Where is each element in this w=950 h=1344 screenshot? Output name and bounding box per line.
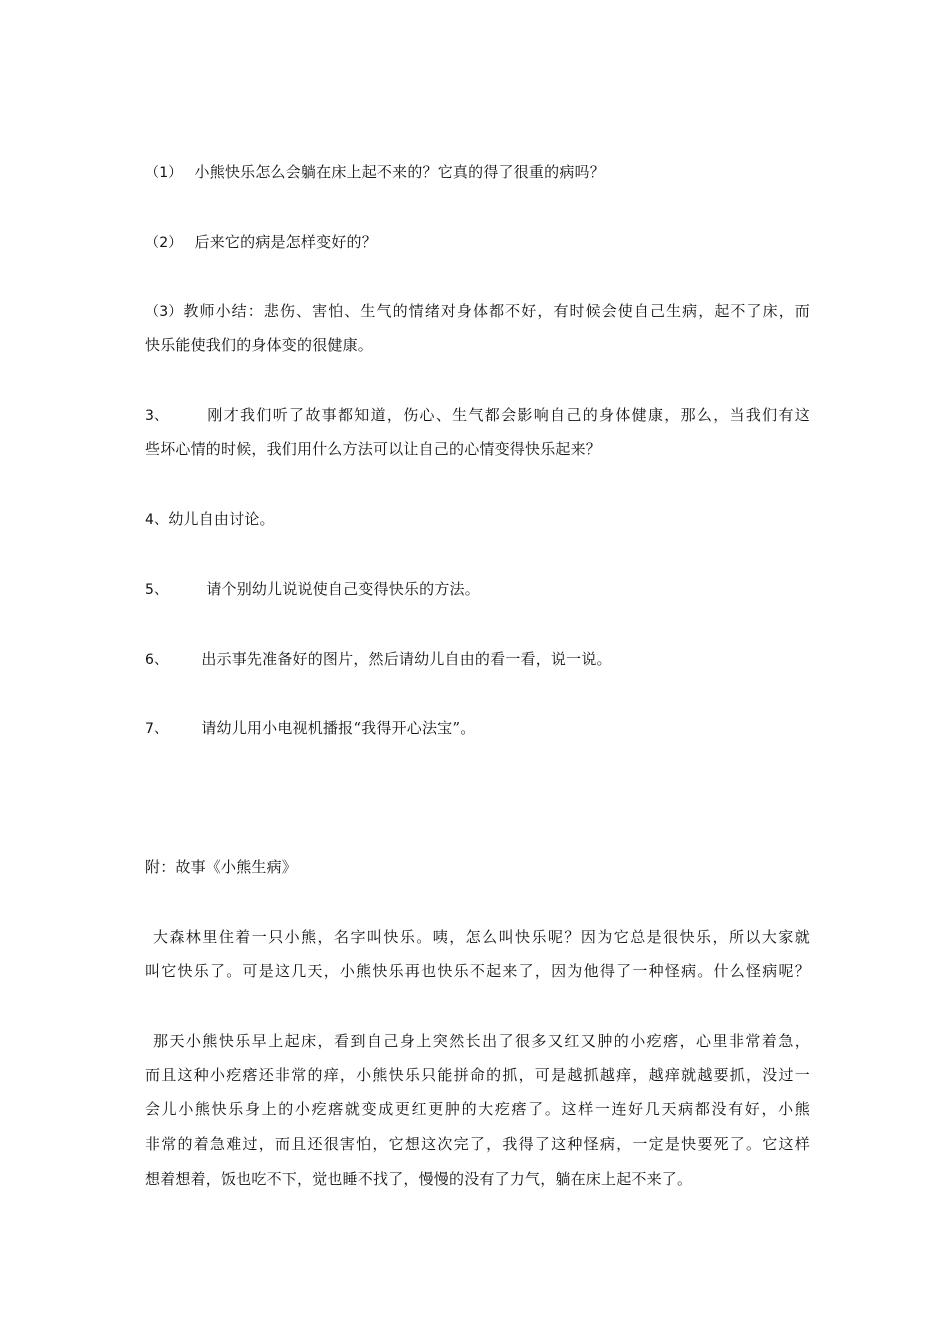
story-p1-text-2: 叫它快乐了。可是这几天，小熊快乐再也快乐不起来了，因为他得了一种怪病。什么怪病呢？ <box>145 962 810 980</box>
story-paragraph-2-line-2 <box>145 1058 810 1092</box>
story-p2-text-1: 那天小熊快乐早上起床，看到自己身上突然长出了很多又红又肿的小疙瘩，心里非常着急， <box>153 1032 810 1050</box>
question-2 <box>145 225 810 260</box>
step-7-text: 请幼儿用小电视机播报“我得开心法宝”。 <box>201 719 476 737</box>
story-p2-text-2: 而且这种小疙瘩还非常的痒，小熊快乐只能拼命的抓，可是越抓越痒，越痒就越要抓，没过一 <box>145 1066 810 1084</box>
step-4-number: 4、 <box>145 512 169 528</box>
step-6 <box>145 642 810 677</box>
step-3-text-2: 些坏心情的时候，我们用什么方法可以让自己的心情变得快乐起来？ <box>145 440 602 458</box>
story-p2-text-3: 会儿小熊快乐身上的小疙瘩就变成更红更肿的大疙瘩了。这样一连好几天病都没有好，小熊 <box>145 1100 810 1118</box>
step-7 <box>145 711 810 746</box>
step-3-text-1: 刚才我们听了故事都知道，伤心、生气都会影响自己的身体健康，那么，当我们有这 <box>206 406 810 424</box>
summary-text-2: 快乐能使我们的身体变的很健康。 <box>145 336 374 354</box>
appendix-title-text: 附：故事《小熊生病》 <box>145 858 298 876</box>
story-paragraph-1-line-2 <box>145 954 810 988</box>
story-p2-text-5: 想着想着，饭也吃不下，觉也睡不找了，慢慢的没有了力气，躺在床上起不来了。 <box>145 1170 693 1188</box>
step-5-number: 5、 <box>145 582 169 598</box>
question-1-number: （1） <box>145 165 183 181</box>
question-1-text: 小熊快乐怎么会躺在床上起不来的？它真的得了很重的病吗？ <box>194 163 605 181</box>
story-paragraph-2-line-1 <box>145 1024 810 1058</box>
story-paragraph-2-line-3 <box>145 1092 810 1126</box>
step-3-line-1 <box>145 398 810 433</box>
story-paragraph-2-line-5 <box>145 1162 810 1196</box>
question-2-text: 后来它的病是怎样变好的？ <box>194 233 377 251</box>
question-1 <box>145 155 810 190</box>
summary-number: （3） <box>145 304 183 320</box>
summary-line-1 <box>145 294 810 329</box>
step-4-text: 幼儿自由讨论。 <box>168 510 275 528</box>
step-4 <box>145 502 810 537</box>
step-6-text: 出示事先准备好的图片，然后请幼儿自由的看一看，说一说。 <box>201 650 612 668</box>
step-5 <box>145 572 810 607</box>
story-paragraph-2-line-4 <box>145 1127 810 1161</box>
question-2-number: （2） <box>145 235 183 251</box>
story-p1-text-1: 大森林里住着一只小熊，名字叫快乐。咦，怎么叫快乐呢？因为它总是很快乐，所以大家就 <box>153 928 810 946</box>
appendix-title <box>145 850 810 884</box>
summary-text-1: 教师小结：悲伤、害怕、生气的情绪对身体都不好，有时候会使自己生病，起不了床，而 <box>182 302 810 320</box>
step-6-number: 6、 <box>145 652 169 668</box>
summary-line-2 <box>145 328 810 362</box>
story-p2-text-4: 非常的着急难过，而且还很害怕，它想这次完了，我得了这种怪病，一定是快要死了。它这样 <box>145 1135 810 1153</box>
step-7-number: 7、 <box>145 721 169 737</box>
step-3-number: 3、 <box>145 408 169 424</box>
story-paragraph-1-line-1 <box>145 920 810 954</box>
step-3-line-2 <box>145 432 810 466</box>
step-5-text: 请个别幼儿说说使自己变得快乐的方法。 <box>206 580 480 598</box>
